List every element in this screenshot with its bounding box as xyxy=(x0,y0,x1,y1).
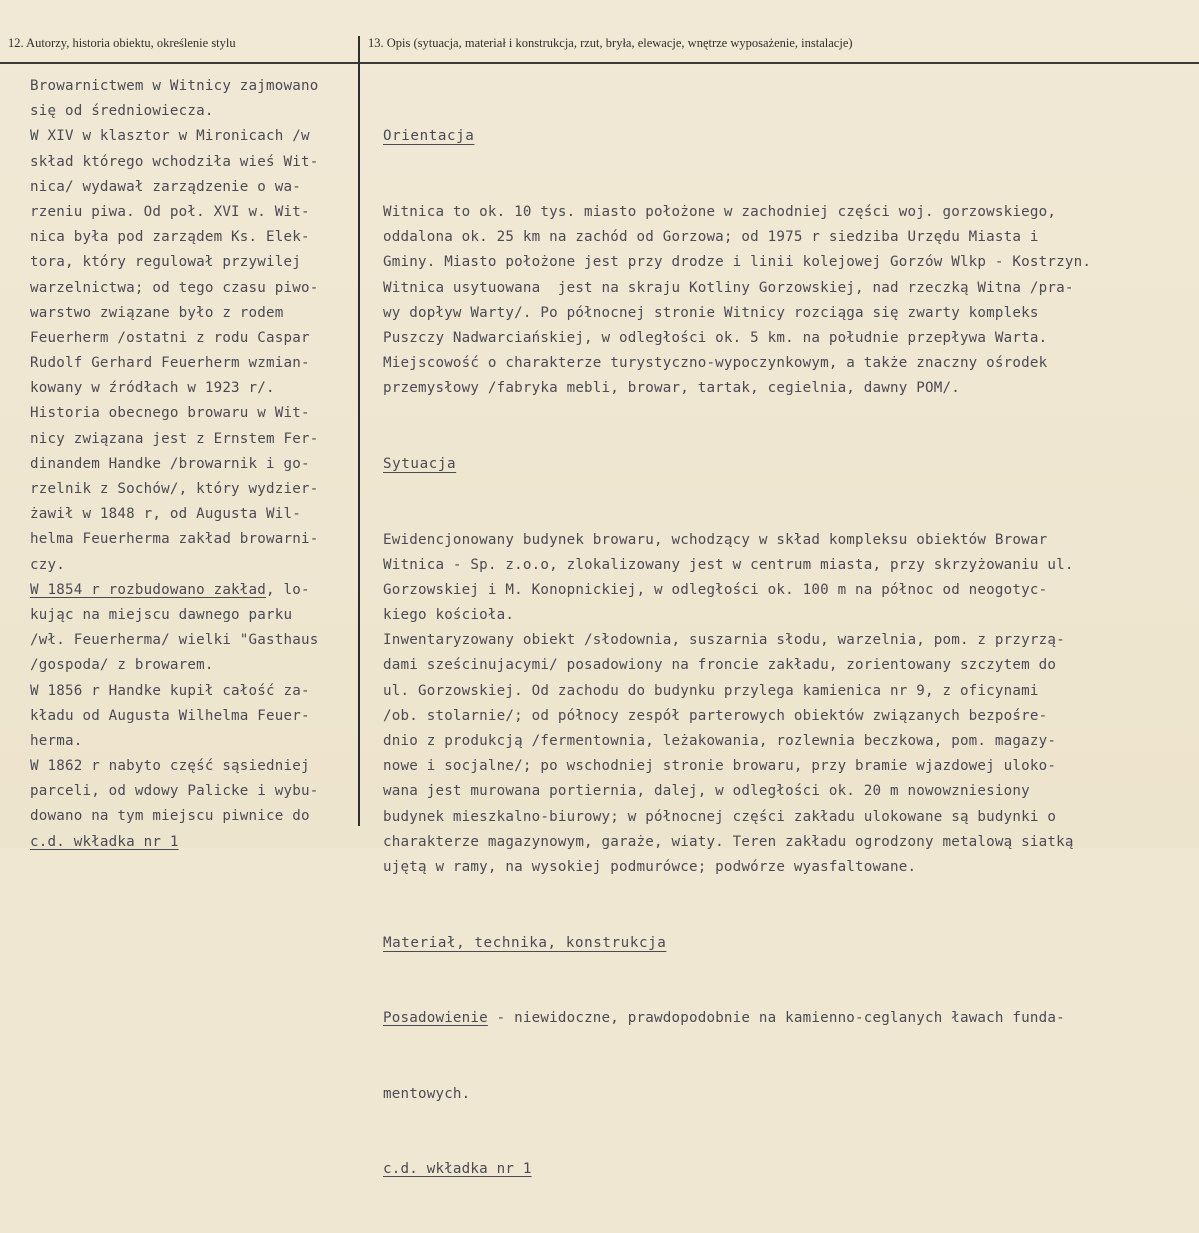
text-line: żawił w 1848 r, od Augusta Wil- xyxy=(30,506,301,523)
column-divider xyxy=(358,36,360,826)
text-line: Gminy. Miasto położone jest przy drodze i linii kolejowej Gorzów Wlkp - Kostrzyn. xyxy=(383,254,1092,271)
text-line: Witnica usytuowana jest na skraju Kotliny Gorzowskiej, nad rzeczką Witna /pra- xyxy=(383,279,1074,296)
text-line: kładu od Augusta Wilhelma Feuer- xyxy=(30,707,310,724)
text-line: W XIV w klasztor w Mironicach /w xyxy=(30,128,310,145)
text-line: Witnica - Sp. z.o.o, zlokalizowany jest w centrum miasta, przy skrzyżowaniu ul. xyxy=(383,556,1074,573)
text-line: /ob. stolarnie/; od północy zespół parterowych obiektów związanych bezpośre- xyxy=(383,707,1048,724)
description-column xyxy=(383,74,1193,1233)
orientacja-text xyxy=(383,200,1193,402)
text-line: skład którego wchodziła wieś Wit- xyxy=(30,153,319,170)
text-line: warzelnictwa; od tego czasu piwo- xyxy=(30,279,319,296)
header-divider xyxy=(0,62,1199,64)
text-line: charakterze magazynowym, garaże, wiaty. Teren zakładu ogrodzony metalową siatką xyxy=(383,833,1074,850)
text-line: /gospoda/ z browarem. xyxy=(30,657,214,674)
text-line: W 1856 r Handke kupił całość za- xyxy=(30,682,310,699)
text-line: ujętą w ramy, na wysokiej podmurówce; podwórze wyasfaltowane. xyxy=(383,858,917,875)
text-line: Puszczy Nadwarciańskiej, w odległości ok. 5 km. na południe przepływa Warta. xyxy=(383,329,1048,346)
text-line: nowe i socjalne/; po wschodniej stronie browaru, przy bramie wjazdowej uloko- xyxy=(383,758,1057,775)
text-line: Inwentaryzowany obiekt /słodownia, suszarnia słodu, warzelnia, pom. z przyrzą- xyxy=(383,632,1065,649)
material-heading: Materiał, technika, konstrukcja xyxy=(383,934,667,951)
text-line: Browarnictwem w Witnicy zajmowano xyxy=(30,78,319,94)
section-12-header: 12. Autorzy, historia obiektu, określenie stylu xyxy=(8,36,236,50)
history-column xyxy=(30,74,356,855)
text-line: /wł. Feuerherma/ wielki "Gasthaus xyxy=(30,632,319,649)
text-line: W 1862 r nabyto część sąsiedniej xyxy=(30,758,310,775)
posadowienie-line xyxy=(383,1006,1193,1031)
text-line: Gorzowskiej i M. Konopnickiej, w odległości ok. 100 m na północ od neogotyc- xyxy=(383,581,1048,598)
text-line: nicy związana jest z Ernstem Fer- xyxy=(30,430,319,447)
text-line: Feuerherm /ostatni z rodu Caspar xyxy=(30,329,310,346)
text-line: kując na miejscu dawnego parku xyxy=(30,606,293,623)
text-line: kiego kościoła. xyxy=(383,607,515,624)
continued-note: c.d. wkładka nr 1 xyxy=(383,1161,532,1178)
sytuacja-heading: Sytuacja xyxy=(383,455,457,472)
text-line: przemysłowy /fabryka mebli, browar, tartak, cegielnia, dawny POM/. xyxy=(383,380,960,397)
text-line: dowano na tym miejscu piwnice do xyxy=(30,808,310,825)
text-line: oddalona ok. 25 km na zachód od Gorzowa; od 1975 r siedziba Urzędu Miasta i xyxy=(383,229,1039,246)
text-line: rzelnik z Sochów/, który wydzier- xyxy=(30,481,319,497)
text-line: Rudolf Gerhard Feuerherm wzmian- xyxy=(30,355,310,372)
text-line: się od średniowiecza. xyxy=(30,103,214,120)
text-line: dnio z produkcją /fermentownia, leżakowania, rozlewnia beczkowa, pom. magazy- xyxy=(383,733,1057,749)
sytuacja-text xyxy=(383,528,1193,881)
text-line: dami sześcinujacymi/ posadowiony na froncie zakładu, zorientowany szczytem do xyxy=(383,657,1057,674)
posadowienie-text: - niewidoczne, prawdopodobnie na kamienno-ceglanych ławach funda- xyxy=(487,1010,1065,1027)
text-line: Witnica to ok. 10 tys. miasto położone w zachodniej części woj. gorzowskiego, xyxy=(383,204,1057,220)
text-line: warstwo związane było z rodem xyxy=(30,304,284,321)
text-line: herma. xyxy=(30,732,83,749)
underlined-phrase: W 1854 r rozbudowano zakład xyxy=(30,581,267,598)
posadowienie-line-2: mentowych. xyxy=(383,1085,471,1102)
text-line: tora, który regulował przywilej xyxy=(30,254,301,271)
orientacja-heading: Orientacja xyxy=(383,128,475,145)
text-line: ul. Gorzowskiej. Od zachodu do budynku przylega kamienica nr 9, z oficynami xyxy=(383,682,1039,699)
section-13-header: 13. Opis (sytuacja, materiał i konstrukcja, rzut, bryła, elewacje, wnętrze wyposażenie, instalacje) xyxy=(368,36,853,50)
text-line: czy. xyxy=(30,556,65,573)
posadowienie-label: Posadowienie xyxy=(383,1010,488,1027)
text-line: dinandem Handke /browarnik i go- xyxy=(30,455,310,472)
text-line: rzeniu piwa. Od poł. XVI w. Wit- xyxy=(30,203,310,220)
text-line: W 1854 r rozbudowano zakład, lo- xyxy=(30,581,310,598)
text-line: nica była pod zarządem Ks. Elek- xyxy=(30,229,310,246)
text-line: Historia obecnego browaru w Wit- xyxy=(30,405,310,422)
text-line: parceli, od wdowy Palicke i wybu- xyxy=(30,783,319,800)
text-line: budynek mieszkalno-biurowy; w północnej części zakładu ulokowane są budynki o xyxy=(383,808,1057,825)
text-line: c.d. wkładka nr 1 xyxy=(30,833,179,850)
text-line: Ewidencjonowany budynek browaru, wchodzący w skład kompleksu obiektów Browar xyxy=(383,531,1048,548)
text-line: nica/ wydawał zarządzenie o wa- xyxy=(30,178,301,195)
text-line: Miejscowość o charakterze turystyczno-wypoczynkowym, a także znaczny ośrodek xyxy=(383,355,1048,372)
text-line: kowany w źródłach w 1923 r/. xyxy=(30,380,275,397)
text-line: wy dopływ Warty/. Po północnej stronie Witnicy rozciąga się zwarty kompleks xyxy=(383,304,1039,321)
text-line: wana jest murowana portiernia, dalej, w odległości ok. 20 m nowowzniesiony xyxy=(383,783,1030,800)
text-line: helma Feuerherma zakład browarni- xyxy=(30,531,319,548)
